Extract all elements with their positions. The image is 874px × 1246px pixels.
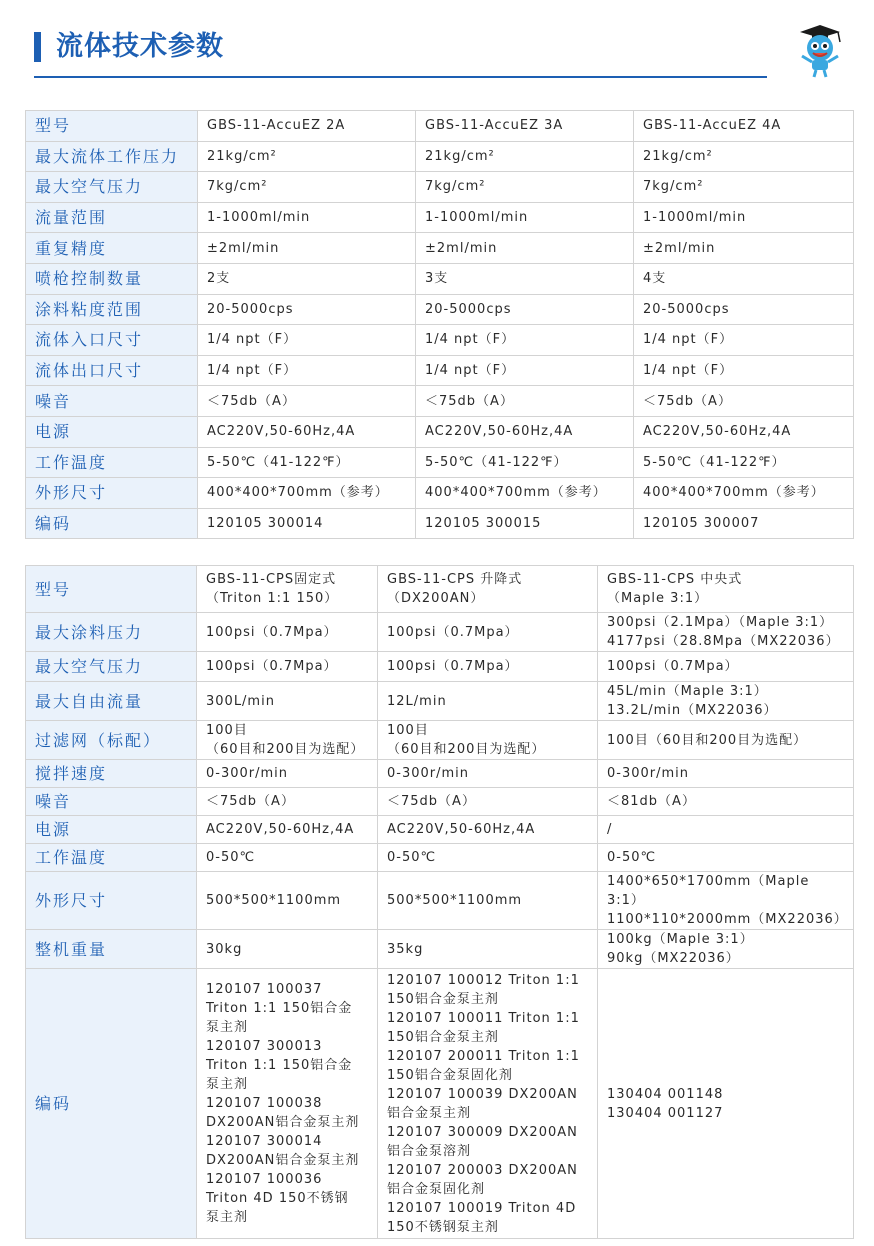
row-label: 整机重量 <box>26 930 197 969</box>
table-row <box>26 172 854 203</box>
table-cell: 7kg/cm² <box>416 172 634 203</box>
table-cell: 1/4 npt（F） <box>416 355 634 386</box>
table-cell: 0-300r/min <box>598 760 854 788</box>
table-cell: AC220V,50-60Hz,4A <box>416 416 634 447</box>
row-label: 电源 <box>26 816 197 844</box>
title-underline <box>34 76 767 78</box>
table-cell: ＜75db（A） <box>416 386 634 417</box>
table-cell: 0-50℃ <box>598 844 854 872</box>
table-cell: ＜75db（A） <box>378 788 598 816</box>
table-cell: 130404 001148 130404 001127 <box>598 969 854 1239</box>
row-label: 搅拌速度 <box>26 760 197 788</box>
table-cell: 100psi（0.7Mpa） <box>378 613 598 652</box>
table-cell: 100psi（0.7Mpa） <box>197 652 378 682</box>
table-row <box>26 721 854 760</box>
table-cell: 100目 （60目和200目为选配） <box>197 721 378 760</box>
table-cell: 4支 <box>634 263 854 294</box>
table-cell: 100kg（Maple 3:1） 90kg（MX22036） <box>598 930 854 969</box>
table-cell: 1-1000ml/min <box>634 202 854 233</box>
row-label: 最大空气压力 <box>26 172 198 203</box>
row-label: 流体出口尺寸 <box>26 355 198 386</box>
table-cell: 300L/min <box>197 682 378 721</box>
table-cell: 7kg/cm² <box>634 172 854 203</box>
row-label: 流体入口尺寸 <box>26 325 198 356</box>
row-label: 噪音 <box>26 386 198 417</box>
table-cell: 0-50℃ <box>378 844 598 872</box>
table-cell: GBS-11-AccuEZ 2A <box>198 111 416 142</box>
table-cell: 12L/min <box>378 682 598 721</box>
spec-table-cps <box>25 565 854 1239</box>
table-cell: ±2ml/min <box>634 233 854 264</box>
table-row <box>26 788 854 816</box>
table-row <box>26 141 854 172</box>
table-cell: 120107 100012 Triton 1:1 150铝合金泵主剂 120107 100011 Triton 1:1 150铝合金泵主剂 120107 200011 Triton 1:1 150铝合金泵固化剂 120107 100039 DX200AN 铝合金泵主剂 120107 300009 DX200AN 铝合金泵溶剂 120107 200003 DX200AN 铝合金泵固化剂 120107 100019 Triton 4D 150不锈钢泵主剂 <box>378 969 598 1239</box>
table-cell: GBS-11-CPS 中央式 （Maple 3:1） <box>598 566 854 613</box>
table-row <box>26 844 854 872</box>
table-cell: 20-5000cps <box>416 294 634 325</box>
table-cell: 400*400*700mm（参考） <box>634 478 854 509</box>
table-row <box>26 325 854 356</box>
table-row <box>26 447 854 478</box>
table-row <box>26 872 854 930</box>
table-cell: 120107 100037 Triton 1:1 150铝合金 泵主剂 120107 300013 Triton 1:1 150铝合金 泵主剂 120107 100038 DX200AN铝合金泵主剂 120107 300014 DX200AN铝合金泵主剂 120107 100036 Triton 4D 150不锈钢 泵主剂 <box>197 969 378 1239</box>
row-label: 流量范围 <box>26 202 198 233</box>
row-label: 噪音 <box>26 788 197 816</box>
table-row <box>26 930 854 969</box>
row-label: 最大空气压力 <box>26 652 197 682</box>
table-cell: 20-5000cps <box>634 294 854 325</box>
table-cell: 5-50℃（41-122℉） <box>634 447 854 478</box>
table-row <box>26 478 854 509</box>
table-cell: 21kg/cm² <box>634 141 854 172</box>
table-cell: 100psi（0.7Mpa） <box>378 652 598 682</box>
table-cell: 5-50℃（41-122℉） <box>198 447 416 478</box>
table-cell: 100目（60目和200目为选配） <box>598 721 854 760</box>
table-cell: AC220V,50-60Hz,4A <box>378 816 598 844</box>
table-cell: 100psi（0.7Mpa） <box>197 613 378 652</box>
table-row <box>26 294 854 325</box>
table-cell: GBS-11-CPS 升降式 （DX200AN） <box>378 566 598 613</box>
mascot-graduate-icon <box>790 22 846 80</box>
table-cell: 3支 <box>416 263 634 294</box>
table-row <box>26 816 854 844</box>
row-label: 型号 <box>26 566 197 613</box>
table-cell: 1/4 npt（F） <box>634 355 854 386</box>
row-label: 重复精度 <box>26 233 198 264</box>
table-row <box>26 613 854 652</box>
table-row <box>26 355 854 386</box>
table-cell: 500*500*1100mm <box>378 872 598 930</box>
table-row <box>26 416 854 447</box>
row-label: 工作温度 <box>26 447 198 478</box>
table-cell: 21kg/cm² <box>416 141 634 172</box>
row-label: 外形尺寸 <box>26 478 198 509</box>
table-cell: 1400*650*1700mm（Maple 3:1） 1100*110*2000mm（MX22036） <box>598 872 854 930</box>
table-cell: 45L/min（Maple 3:1） 13.2L/min（MX22036） <box>598 682 854 721</box>
table-cell: AC220V,50-60Hz,4A <box>198 416 416 447</box>
table-row <box>26 111 854 142</box>
table-cell: 0-50℃ <box>197 844 378 872</box>
row-label: 外形尺寸 <box>26 872 197 930</box>
table-cell: 1/4 npt（F） <box>198 355 416 386</box>
table-cell: 1/4 npt（F） <box>416 325 634 356</box>
table-cell: AC220V,50-60Hz,4A <box>634 416 854 447</box>
section-header <box>34 28 767 80</box>
table-cell: 400*400*700mm（参考） <box>416 478 634 509</box>
row-label: 型号 <box>26 111 198 142</box>
table-row <box>26 202 854 233</box>
row-label: 编码 <box>26 508 198 539</box>
table-cell: ＜75db（A） <box>634 386 854 417</box>
table-row <box>26 969 854 1239</box>
title-accent-bar <box>34 32 41 62</box>
table-cell: ±2ml/min <box>416 233 634 264</box>
row-label: 最大涂料压力 <box>26 613 197 652</box>
table-cell: 1/4 npt（F） <box>198 325 416 356</box>
row-label: 电源 <box>26 416 198 447</box>
table-cell: 100psi（0.7Mpa） <box>598 652 854 682</box>
table-cell: 1/4 npt（F） <box>634 325 854 356</box>
table-cell: 400*400*700mm（参考） <box>198 478 416 509</box>
table-cell: AC220V,50-60Hz,4A <box>197 816 378 844</box>
row-label: 涂料粘度范围 <box>26 294 198 325</box>
table-cell: ＜75db（A） <box>197 788 378 816</box>
table-cell: 1-1000ml/min <box>416 202 634 233</box>
table-cell: 120105 300015 <box>416 508 634 539</box>
row-label: 工作温度 <box>26 844 197 872</box>
row-label: 最大自由流量 <box>26 682 197 721</box>
table-cell: 100目 （60目和200目为选配） <box>378 721 598 760</box>
page-title: 流体技术参数 <box>56 31 224 62</box>
spec-table-accuez <box>25 110 854 539</box>
table-cell: ＜81db（A） <box>598 788 854 816</box>
table-row <box>26 760 854 788</box>
table-row <box>26 682 854 721</box>
table-cell: 30kg <box>197 930 378 969</box>
table-row <box>26 566 854 613</box>
table-cell: 21kg/cm² <box>198 141 416 172</box>
table-cell: 300psi（2.1Mpa）（Maple 3:1） 4177psi（28.8Mpa（MX22036） <box>598 613 854 652</box>
table-cell: 120105 300014 <box>198 508 416 539</box>
table-cell: ＜75db（A） <box>198 386 416 417</box>
table-cell: GBS-11-AccuEZ 3A <box>416 111 634 142</box>
table-cell: ±2ml/min <box>198 233 416 264</box>
table-cell: GBS-11-CPS固定式 （Triton 1:1 150） <box>197 566 378 613</box>
row-label: 过滤网（标配） <box>26 721 197 760</box>
table-cell: 2支 <box>198 263 416 294</box>
table-cell: GBS-11-AccuEZ 4A <box>634 111 854 142</box>
table-row <box>26 652 854 682</box>
table-cell: 0-300r/min <box>378 760 598 788</box>
table-row <box>26 263 854 294</box>
row-label: 最大流体工作压力 <box>26 141 198 172</box>
table-cell: 1-1000ml/min <box>198 202 416 233</box>
table-cell: 0-300r/min <box>197 760 378 788</box>
table-row <box>26 508 854 539</box>
table-cell: 5-50℃（41-122℉） <box>416 447 634 478</box>
table-cell: 35kg <box>378 930 598 969</box>
table-row <box>26 233 854 264</box>
row-label: 喷枪控制数量 <box>26 263 198 294</box>
table-cell: 7kg/cm² <box>198 172 416 203</box>
row-label: 编码 <box>26 969 197 1239</box>
table-cell: 500*500*1100mm <box>197 872 378 930</box>
table-cell: 120105 300007 <box>634 508 854 539</box>
table-cell: 20-5000cps <box>198 294 416 325</box>
table-cell: / <box>598 816 854 844</box>
table-row <box>26 386 854 417</box>
